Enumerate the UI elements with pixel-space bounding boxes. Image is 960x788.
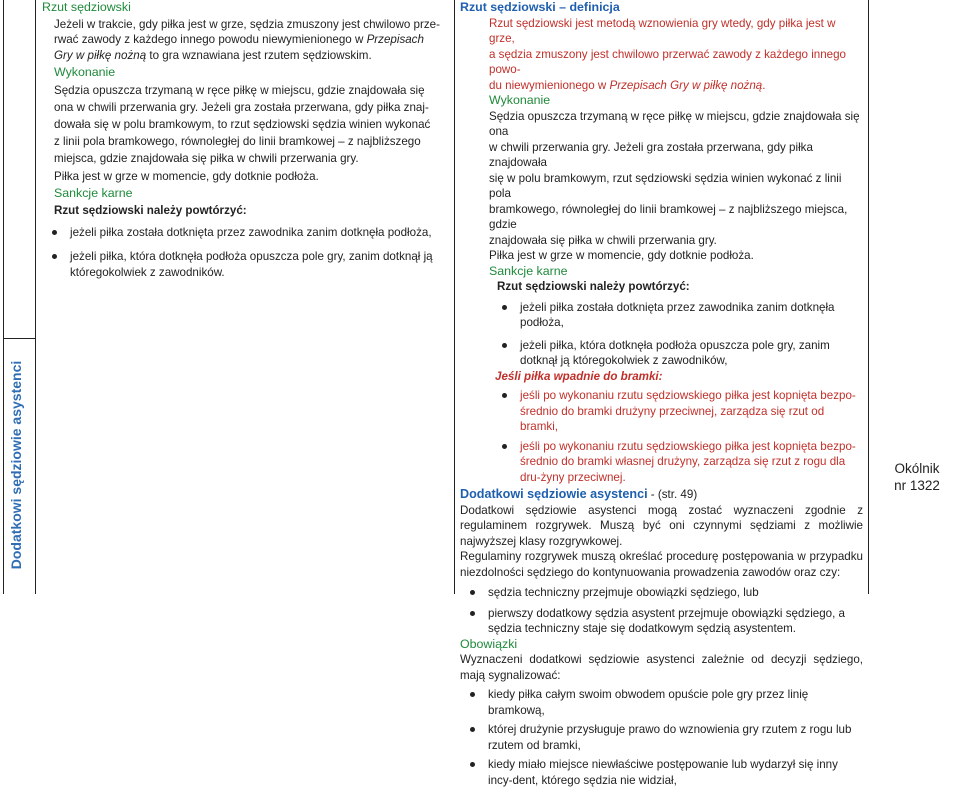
right-intro — [460, 16, 863, 94]
text-line: się w polu bramkowym, rzut sędziowski sędzia winien wykonać z linii pola — [489, 171, 842, 200]
bullet-icon — [52, 254, 57, 259]
left-wykonanie-heading: Wykonanie — [54, 65, 116, 79]
right-column — [460, 0, 863, 788]
bullet-icon — [470, 611, 475, 616]
list-item: kiedy piłka całym swoim obwodem opuście pole gry przez linię bramkową, — [460, 687, 863, 718]
bullet-icon — [502, 393, 507, 398]
bullet-icon — [470, 762, 475, 767]
list-item: kiedy miało miejsce niewłaściwe postępowanie lub wydarzył się inny incy-dent, którego sędzia nie widział, — [460, 757, 863, 788]
list-item: jeśli po wykonaniu rzutu sędziowskiego piłka jest kopnięta bezpo-średnio do bramki drużyny przeciwnej, zarządza się rzut od bramki, — [492, 388, 863, 435]
column-divider-note — [868, 0, 869, 594]
list-item: jeżeli piłka, która dotknęła podłoża opuszcza pole gry, zanim dotknął ją któregokolwiek z zawodników, — [492, 338, 863, 369]
text-line: ona w chwili przerwania gry. Jeżeli gra została przerwana, gdy piłka znaj- — [54, 100, 429, 114]
goal-bullet-list — [460, 388, 863, 485]
text-line: w chwili przerwania gry. Jeżeli gra została przerwana, gdy piłka znajdowała — [489, 140, 813, 169]
text-line: z linii pola bramkowego, równoległej do linii bramkowej – z najbliższego — [54, 135, 421, 149]
left-bullet-list — [42, 225, 447, 281]
duties-paragraph: Wyznaczeni dodatkowi sędziowie asystenci zależnie od decyzji sędziego, mają sygnalizować: — [460, 653, 863, 682]
right-repeat-heading: Rzut sędziowski należy powtórzyć: — [497, 280, 690, 293]
note-line: Okólnik — [894, 461, 940, 476]
bullet-icon — [502, 343, 507, 348]
right-title: Rzut sędziowski – definicja — [460, 0, 620, 14]
left-column — [42, 0, 447, 285]
column-divider-label — [35, 0, 36, 594]
text-line: Sędzia opuszcza trzymaną w ręce piłkę w miejscu, gdzie znajdowała się ona — [489, 109, 860, 138]
text-line: bramkowego, równoległej do linii bramkowej – z najbliższego miejsca, gdzie — [489, 202, 848, 231]
side-label-text: Dodatkowi sędziowie asystenci — [8, 360, 24, 570]
bullet-icon — [502, 444, 507, 449]
note-line: nr 1322 — [894, 478, 940, 493]
assistants-heading: Dodatkowi sędziowie asystenci - (str. 49) — [460, 487, 698, 501]
bullet-icon — [502, 305, 507, 310]
right-bullet-list — [460, 300, 863, 369]
left-intro-line: rwać zawody z każdego innego powodu niewymienionego w Przepisach — [54, 33, 424, 46]
right-sankcje-heading: Sankcje karne — [489, 263, 568, 278]
left-sankcje-heading: Sankcje karne — [54, 185, 133, 200]
bullet-icon — [52, 230, 57, 235]
left-intro-line: Jeżeli w trakcie, gdy piłka jest w grze, sędzia zmuszony jest chwilowo prze- — [54, 17, 440, 31]
duties-bullet-list — [460, 687, 863, 788]
list-item: jeżeli piłka została dotknięta przez zawodnika zanim dotknęła podłoża, — [492, 300, 863, 331]
side-label — [4, 338, 28, 592]
text-line: dowała się w polu bramkowym, to rzut sędziowski sędzia winien wykonać — [54, 117, 431, 131]
list-item: jeżeli piłka została dotknięta przez zawodnika zanim dotknęła podłoża, — [42, 225, 447, 241]
text-line: a sędzia zmuszony jest chwilowo przerwać zawody z każdego innego powo- — [489, 47, 847, 76]
assistants-paragraph: Dodatkowi sędziowie asystenci mogą zostać wyznaczeni zgodnie z regulaminem rozgrywek. Muszą być oni czynnymi sędziami z możliwie najwyższej klasy rozgrywkowej. — [460, 503, 863, 548]
right-wykonanie-heading: Wykonanie — [489, 93, 551, 107]
bullet-icon — [470, 727, 475, 732]
list-item: sędzia techniczny przejmuje obowiązki sędziego, lub — [460, 585, 863, 601]
text-line: miejsca, gdzie znajdowała się piłka w chwili przerwania gry. — [54, 152, 359, 166]
text-line: du niewymienionego w Przepisach Gry w piłkę nożną. — [489, 78, 766, 92]
goal-heading: Jeśli piłka wpadnie do bramki: — [495, 369, 663, 383]
list-item: pierwszy dodatkowy sędzia asystent przejmuje obowiązki sędziego, a sędzia techniczny staje się dodatkowym sędzią asystentem. — [460, 606, 863, 637]
list-item: której drużynie przysługuje prawo do wznowienia gry rzutem z rogu lub rzutem od bramki, — [460, 722, 863, 753]
duties-heading: Obowiązki — [460, 636, 518, 651]
column-divider-middle — [454, 0, 455, 594]
bullet-icon — [470, 590, 475, 595]
right-wykonanie-body — [460, 109, 863, 264]
text-line: znajdowała się piłka w chwili przerwania gry. — [489, 233, 717, 247]
text-line: Sędzia opuszcza trzymaną w ręce piłkę w miejscu, gdzie znajdowała się — [54, 83, 425, 97]
list-item: jeśli po wykonaniu rzutu sędziowskiego piłka jest kopnięta bezpo-średnio do bramki własnej drużyny, zarządza się rzut z rogu dla dru-żyny przeciwnej. — [492, 439, 863, 486]
assistants-bullet-list — [460, 585, 863, 637]
assistants-paragraph: Regulaminy rozgrywek muszą określać procedurę postępowania w przypadku niezdolności sędziego do kontynuowania prowadzenia zawodów oraz czy: — [460, 550, 863, 579]
circular-note — [882, 460, 952, 494]
left-repeat-heading: Rzut sędziowski należy powtórzyć: — [54, 204, 247, 218]
text-line: Piłka jest w grze w momencie, gdy dotknie podłoża. — [54, 169, 319, 183]
text-line: Rzut sędziowski jest metodą wznowienia gry wtedy, gdy piłka jest w grze, — [489, 16, 836, 45]
text-line: Piłka jest w grze w momencie, gdy dotknie podłoża. — [489, 249, 754, 262]
left-wykonanie-body — [42, 82, 447, 185]
list-item: jeżeli piłka, która dotknęła podłoża opuszcza pole gry, zanim dotknął ją któregokolwiek z zawodników. — [42, 249, 447, 280]
bullet-icon — [470, 692, 475, 697]
left-intro-line: Gry w piłkę nożną to gra wznawiana jest rzutem sędziowskim. — [54, 48, 372, 62]
left-intro — [42, 17, 447, 64]
left-title: Rzut sędziowski — [42, 0, 131, 14]
